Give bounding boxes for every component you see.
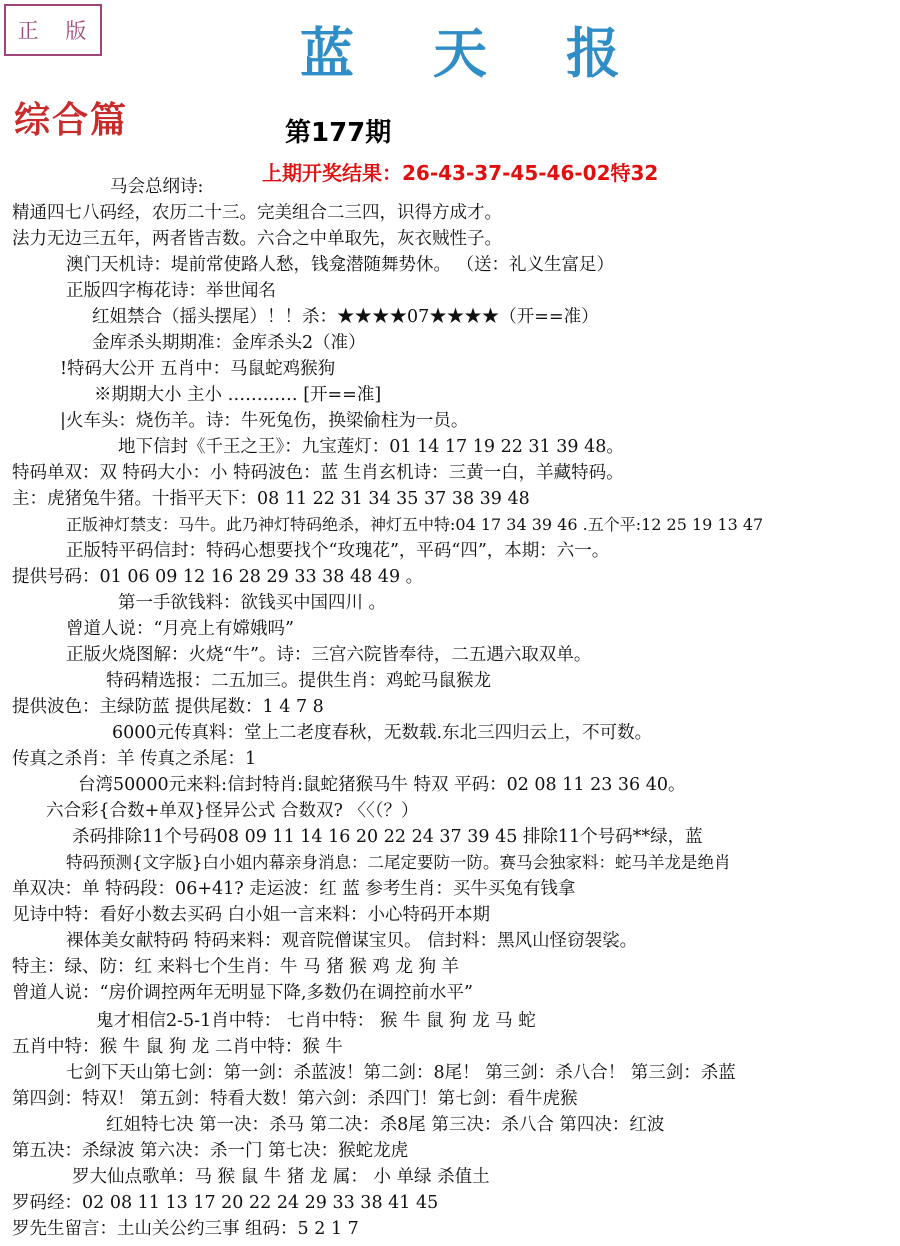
title-char-3: 报 — [566, 20, 620, 85]
text-line: 鬼才相信2-5-1肖中特： 七肖中特： 猴 牛 鼠 狗 龙 马 蛇 — [96, 1011, 536, 1031]
text-line: 正版特平码信封：特码心想要找个“玫瑰花”，平码“四”，本期：六一。 — [66, 541, 610, 561]
text-line: 正版神灯禁支：马牛。此乃神灯特码绝杀，神灯五中特:04 17 34 39 46 .五个平:12 25 19 13 47 — [66, 515, 764, 534]
last-draw-result: 上期开奖结果：26-43-37-45-46-02特32 — [262, 161, 659, 185]
text-line: 6000元传真料：堂上二老度春秋，无数载.东北三四归云上，不可数。 — [112, 723, 653, 743]
text-line: 台湾50000元来料:信封特肖:鼠蛇猪猴马牛 特双 平码：02 08 11 23 36 40。 — [78, 775, 686, 795]
title-char-2: 天 — [433, 20, 487, 85]
text-line: 红姐特七决 第一决：杀马 第二决：杀8尾 第三决：杀八合 第四决：红波 — [106, 1115, 665, 1135]
text-line: 地下信封《千王之王》：九宝莲灯：01 14 17 19 22 31 39 48。 — [118, 437, 624, 457]
text-line: 罗先生留言：土山关公约三事 组码：5 2 1 7 — [12, 1219, 359, 1239]
text-line: 曾道人说：“月亮上有嫦娥吗” — [66, 619, 294, 639]
text-line: 金库杀头期期准：金库杀头2（准） — [92, 333, 366, 353]
zhengban-badge: 正 版 — [4, 4, 102, 56]
text-line: 五肖中特：猴 牛 鼠 狗 龙 二肖中特：猴 牛 — [12, 1037, 343, 1057]
text-line: 红姐禁合（摇头摆尾）！！杀：★★★★07★★★★（开==准） — [92, 307, 599, 327]
text-line: 提供波色：主绿防蓝 提供尾数：1 4 7 8 — [12, 697, 324, 717]
text-line: ※期期大小 主小 ………… [开==准] — [94, 385, 382, 405]
text-line: 正版火烧图解：火烧“牛”。诗：三宫六院皆奉待，二五遇六取双单。 — [66, 645, 592, 665]
text-line: 特码单双：双 特码大小：小 特码波色：蓝 生肖玄机诗：三黄一白，羊藏特码。 — [12, 463, 624, 483]
text-line: 第五决：杀绿波 第六决：杀一门 第七决：猴蛇龙虎 — [12, 1141, 409, 1161]
text-line: 主：虎猪兔牛猪。十指平天下：08 11 22 31 34 35 37 38 39 48 — [12, 489, 530, 509]
text-line: 曾道人说：“房价调控两年无明显下降,多数仍在调控前水平” — [12, 983, 473, 1003]
text-line: 法力无边三五年，两者皆吉数。六合之中单取先，灰衣贼性子。 — [12, 229, 502, 249]
text-line: 精通四七八码经，农历二十三。完美组合二三四，识得方成才。 — [12, 203, 502, 223]
text-line: 特码精选报：二五加三。提供生肖：鸡蛇马鼠猴龙 — [106, 671, 491, 691]
section-heading: 综合篇 — [14, 99, 129, 141]
text-line: 杀码排除11个号码08 09 11 14 16 20 22 24 37 39 45 排除11个号码**绿，蓝 — [72, 827, 703, 847]
text-line: 单双决：单 特码段：06+41? 走运波：红 蓝 参考生肖：买牛买兔有钱拿 — [12, 879, 576, 899]
text-line: 马会总纲诗: — [110, 177, 204, 197]
text-line: 特码预测{文字版}白小姐内幕亲身消息：二尾定要防一防。赛马会独家料：蛇马羊龙是绝肖 — [66, 853, 731, 872]
issue-number: 第177期 — [285, 118, 392, 148]
text-line: 罗码经：02 08 11 13 17 20 22 24 29 33 38 41 45 — [12, 1193, 439, 1213]
page-title — [300, 14, 620, 84]
text-line: 七剑下天山第七剑：第一剑：杀蓝波！第二剑：8尾！ 第三剑：杀八合！ 第三剑：杀蓝 — [66, 1063, 736, 1083]
text-line: 裸体美女献特码 特码来料：观音院僧谋宝贝。 信封料：黑风山怪窃袈裟。 — [66, 931, 638, 951]
title-char-1: 蓝 — [300, 20, 354, 85]
text-line: 第一手欲钱料：欲钱买中国四川 。 — [118, 593, 387, 613]
text-line: 澳门天机诗：堤前常使路人愁，钱龛潜随舞势休。 （送：礼义生富足） — [66, 255, 615, 275]
text-line: 提供号码：01 06 09 12 16 28 29 33 38 48 49 。 — [12, 567, 424, 587]
text-line: 传真之杀肖：羊 传真之杀尾：1 — [12, 749, 257, 769]
text-line: 见诗中特：看好小数去买码 白小姐一言来料：小心特码开本期 — [12, 905, 491, 925]
text-line: 罗大仙点歌单：马 猴 鼠 牛 猪 龙 属： 小 单绿 杀值土 — [72, 1167, 490, 1187]
text-line: 特主：绿、防：红 来料七个生肖：牛 马 猪 猴 鸡 龙 狗 羊 — [12, 957, 460, 977]
text-line: 正版四字梅花诗：举世闻名 — [66, 281, 276, 301]
text-line: |火车头：烧伤羊。诗：牛死兔伤，换梁偷柱为一员。 — [60, 411, 469, 431]
text-line: 第四剑：特双！ 第五剑：特看大数！第六剑：杀四门！第七剑：看牛虎猴 — [12, 1089, 578, 1109]
text-line: 六合彩{合数+单双}怪异公式 合数双? 〈〈（？） — [46, 801, 419, 821]
text-line: !特码大公开 五肖中：马鼠蛇鸡猴狗 — [60, 359, 336, 379]
